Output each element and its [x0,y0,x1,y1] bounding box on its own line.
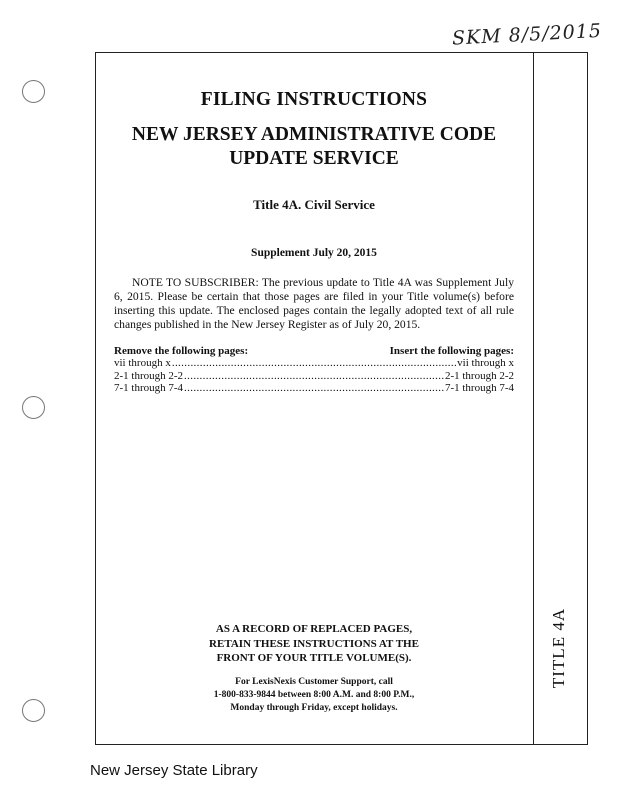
page-row [114,357,514,370]
remove-pages: 2-1 through 2-2 [114,369,184,382]
dot-leader [184,382,444,395]
binder-hole-bottom [22,699,45,722]
subtitle-line-2: UPDATE SERVICE [229,148,399,169]
library-stamp: New Jersey State Library [90,762,258,779]
filing-instructions-body [114,52,514,395]
binder-hole-top [22,80,45,103]
insert-pages-header: Insert the following pages: [389,345,514,357]
subtitle-line-1: NEW JERSEY ADMINISTRATIVE CODE [131,124,497,145]
page-columns-header [114,345,514,357]
page-title: FILING INSTRUCTIONS [200,89,428,110]
retain-line-1: AS A RECORD OF REPLACED PAGES, [215,623,413,635]
support-line-3: Monday through Friday, except holidays. [230,703,398,713]
insert-pages: vii through x [457,357,514,369]
page-replacement-list [114,357,514,395]
remove-pages-header: Remove the following pages: [114,345,249,357]
support-line-1: For LexisNexis Customer Support, call [235,677,393,687]
dot-leader [184,370,444,383]
page-row [114,370,514,383]
title-tab-label: TITLE 4A [549,607,569,689]
remove-pages: vii through x [114,357,171,369]
retain-instructions [114,622,514,666]
subscriber-note: NOTE TO SUBSCRIBER: The previous update to Title 4A was Supplement July 6, 2015. Please be certain that those pages are filed in your Title volume(s) before inserting this update. The enclosed pages contain the legally adopted text of all rule changes published in the New Jersey Register as of July 20, 2015. [114,276,514,331]
remove-pages: 7-1 through 7-4 [114,382,184,394]
customer-support [114,676,514,715]
support-line-2: 1-800-833-9844 between 8:00 A.M. and 8:00 P.M., [213,690,415,700]
retain-line-3: FRONT OF YOUR TITLE VOLUME(S). [216,652,412,664]
page-row [114,382,514,395]
code-title: Title 4A. Civil Service [253,197,375,212]
binder-hole-middle [22,396,45,419]
page-subtitle [114,123,514,171]
handwritten-annotation: SKM 8/5/2015 [451,19,603,50]
retain-line-2: RETAIN THESE INSTRUCTIONS AT THE [209,637,419,650]
supplement-date: Supplement July 20, 2015 [251,247,377,259]
insert-pages: 2-1 through 2-2 [444,369,514,382]
dot-leader [172,357,456,370]
title-tab [531,601,587,695]
insert-pages: 7-1 through 7-4 [444,382,514,394]
